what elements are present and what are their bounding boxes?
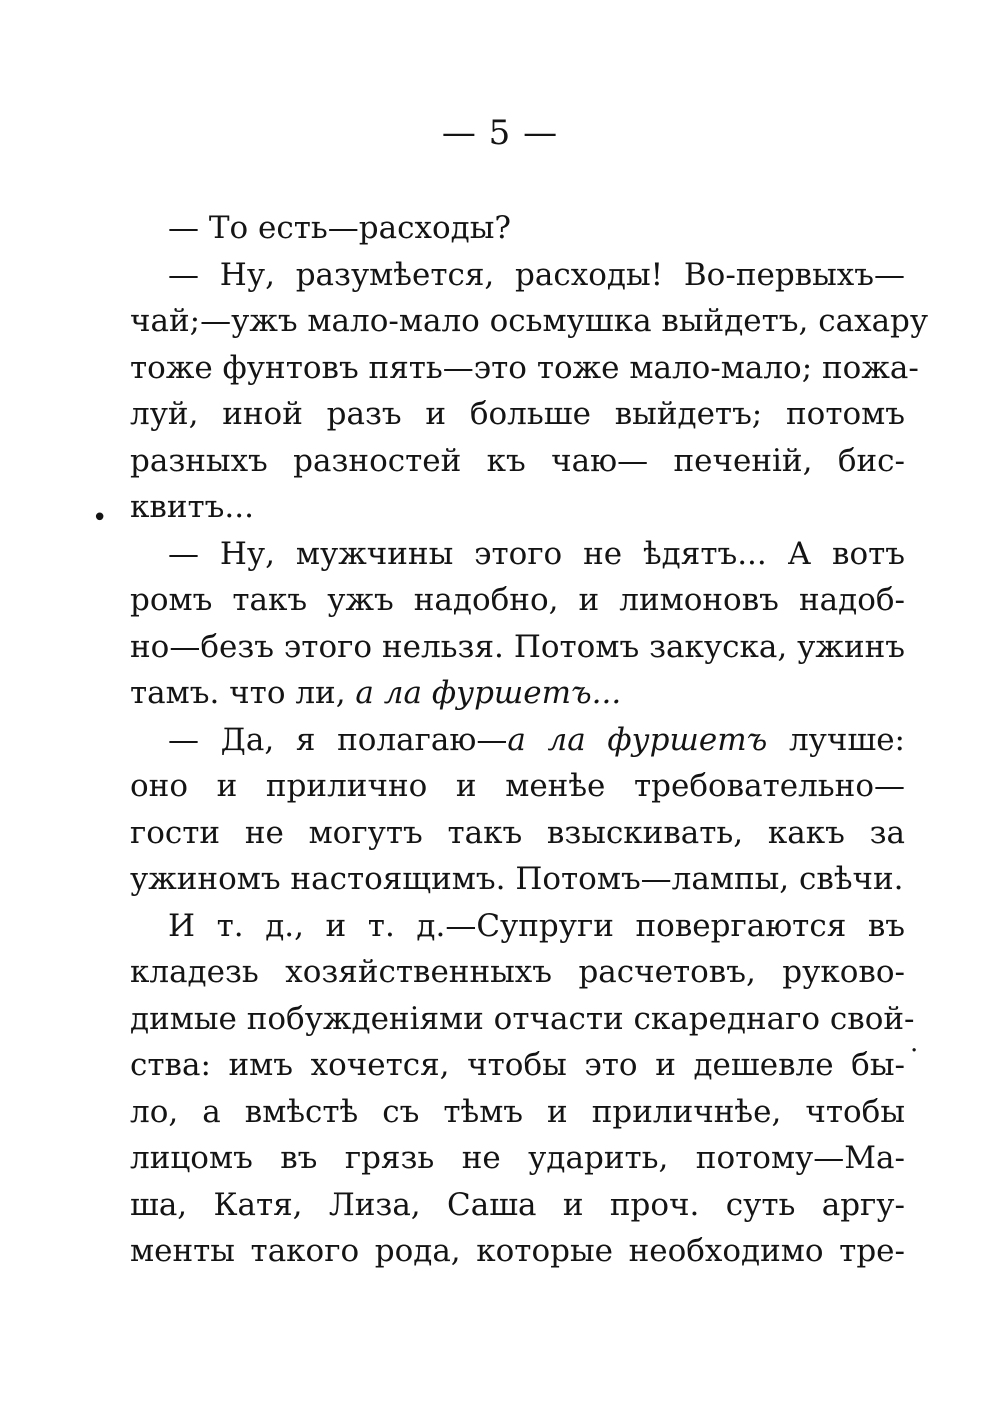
text-segment: тамъ. что ли, (130, 675, 356, 711)
text-line: ша, Катя, Лиза, Саша и проч. суть аргу- (130, 1186, 905, 1223)
text-line: гости не могутъ такъ взыскивать, какъ за (130, 814, 905, 851)
text-line: — Ну, мужчины этого не ѣдятъ... А вотъ (168, 535, 905, 572)
italic-phrase: а ла фуршетъ (507, 721, 768, 758)
text-line: разныхъ разностей къ чаю— печеній, бис- (130, 442, 905, 479)
page-number: — 5 — (441, 113, 559, 153)
text-line: — То есть—расходы? (168, 210, 511, 246)
margin-mark-bullet: • (92, 503, 108, 533)
text-line: но—безъ этого нельзя. Потомъ закуска, ужинъ (130, 628, 905, 665)
text-line: ства: имъ хочется, чтобы это и дешевле бы- (130, 1047, 905, 1083)
margin-mark-dot: . (910, 1028, 919, 1058)
text-segment: лучше: (767, 721, 905, 758)
text-line: квитъ... (130, 489, 254, 525)
text-line: димые побужденіями отчасти скареднаго свой- (130, 1000, 915, 1037)
text-line: ромъ такъ ужъ надобно, и лимоновъ надоб- (130, 582, 905, 618)
text-line: И т. д., и т. д.—Супруги повергаются въ (168, 907, 905, 944)
text-line: лицомъ въ грязь не ударить, потому—Ма- (130, 1140, 905, 1176)
text-line: менты такого рода, которые необходимо тре- (130, 1233, 905, 1269)
text-line: чай;—ужъ мало-мало осьмушка выйдетъ, сахару (130, 303, 929, 339)
text-line: тоже фунтовъ пять—это тоже мало-мало; пожа- (130, 349, 919, 386)
italic-phrase: а ла фуршетъ... (355, 675, 622, 711)
text-line: ужиномъ настоящимъ. Потомъ—лампы, свѣчи. (130, 861, 904, 897)
text-segment: — Да, я полагаю— (168, 721, 508, 758)
text-line: луй, иной разъ и больше выйдетъ; потомъ (130, 396, 905, 432)
body-text (130, 205, 929, 1275)
text-line: — Ну, разумѣется, расходы! Во-первыхъ— (168, 256, 905, 293)
text-line (130, 717, 905, 764)
text-line (130, 670, 905, 717)
text-line: оно и прилично и менѣе требовательно— (130, 768, 905, 804)
text-line: кладезь хозяйственныхъ расчетовъ, руково- (130, 954, 905, 990)
text-line: ло, а вмѣстѣ съ тѣмъ и приличнѣе, чтобы (130, 1093, 905, 1130)
